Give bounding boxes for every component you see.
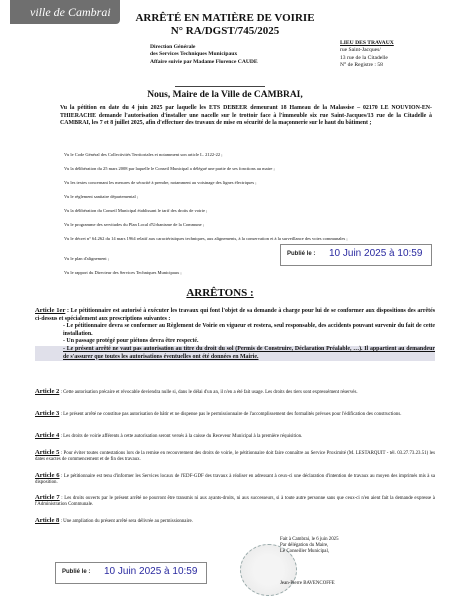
- publication-stamp: [280, 244, 432, 266]
- article-2: [35, 389, 435, 396]
- stamp-label: Publié le :: [287, 251, 316, 257]
- issuing-direction: Direction Générale: [150, 44, 196, 50]
- article-8: [35, 518, 435, 525]
- works-location-heading: LIEU DES TRAVAUX: [340, 40, 394, 46]
- city-logo: ville de Cambrai: [10, 0, 120, 24]
- petition-paragraph: Vu la pétition en date du 4 juin 2025 par laquelle les ETS DEBEER demeurant 18 Hameau de la Malassise – 02170 LE NOUVION-EN-THIERACHE demande l'autorisation d'installer une nacelle sur le trottoir face à l'immeuble six rue Saint-Jacques/13 rue de la Citadelle à CAMBRAI, les 7 et 8 juillet 2025, afin d'effectuer des travaux de mise en sécurité de la maçonnerie sur le haut du bâtiment ;: [60, 105, 432, 127]
- document-title: ARRÊTÉ EN MATIÈRE DE VOIRIE: [135, 12, 315, 24]
- signature-delegation: Par délégation du Maire,: [280, 543, 329, 549]
- issuing-department: des Services Techniques Municipaux: [150, 51, 238, 58]
- arretons-heading: ARRÊTONS :: [186, 287, 254, 299]
- article-4: [35, 433, 435, 440]
- works-location: [340, 40, 445, 70]
- article-label: Article 8: [35, 517, 60, 524]
- signature-role: Le Conseiller Municipal,: [280, 549, 330, 555]
- vu-item: Vu le décret n° 64.262 du 14 mars 1964 relatif aux caractéristiques techniques, aux alignements, à la conservation et à la surveillance des voies communales ;: [64, 236, 348, 241]
- article-text: : Le présent arrêté ne constitue pas autorisation de bâtir et ne dispense pas le permissionnaire de l'accomplissement des formalités prévues pour l'édification des constructions.: [59, 412, 402, 417]
- works-street: rue Saint-Jacques/: [340, 47, 381, 54]
- article-label: Article 7: [35, 494, 60, 501]
- document-number: N° RA/DGST/745/2025: [170, 25, 280, 37]
- stamp-date: 10 Juin 2025 à 10:59: [329, 248, 423, 259]
- signature-place-date: Fait à Cambrai, le 6 juin 2025: [280, 537, 339, 542]
- article-label: Article 3: [35, 410, 60, 417]
- vu-item: Vu le programme des servitudes du Plan Local d'Urbanisme de la Commune ;: [64, 222, 205, 227]
- header-divider: [175, 86, 265, 87]
- article-text: : Le pétitionnaire est autorisé à exécuter les travaux qui font l'objet de sa demande à charge pour lui de se conformer aux dispositions des arrêtés ci-dessus et spécialement aux prescriptions suivantes :: [35, 308, 435, 322]
- article-1: [35, 307, 435, 361]
- article-label: Article 5: [35, 449, 60, 456]
- article-6: [35, 473, 435, 486]
- signatory-name: Jean-Pierre BAVENCOFFE: [280, 581, 335, 587]
- article-text: : Les droits de voirie afférents à cette autorisation seront versés à la caisse du Receveur Municipal à la première réquisition.: [59, 434, 303, 439]
- article-text: : Cette autorisation précaire et révocable deviendra nulle si, dans le délai d'un an, il n'en a été fait usage. Les droits des tiers sont expressément réservés.: [59, 390, 358, 395]
- article-1-bullet: - Un passage protégé pour piétons devra être respecté.: [63, 338, 199, 345]
- vu-item: Vu le règlement sanitaire départemental ;: [64, 194, 139, 199]
- vu-item: Vu le Code Général des Collectivités Territoriales et notamment son article L. 2122-22 ;: [64, 152, 223, 157]
- article-text: : Une ampliation du présent arrêté sera délivrée au permissionnaire.: [59, 519, 193, 524]
- article-7: [35, 495, 435, 508]
- stamp-date: 10 Juin 2025 à 10:59: [104, 566, 198, 577]
- article-label: Article 4: [35, 432, 60, 439]
- vu-item: Vu le plan d'alignement ;: [64, 256, 110, 261]
- case-handler: Affaire suivie par Madame Florence CAUDE: [150, 58, 258, 65]
- mayor-heading: Nous, Maire de la Ville de CAMBRAI,: [147, 90, 303, 100]
- article-3: [35, 411, 435, 418]
- works-address: 13 rue de la Citadelle: [340, 54, 388, 61]
- stamp-label: Publié le :: [62, 569, 91, 575]
- issuing-service: [150, 44, 310, 66]
- article-text: : Les droits ouverts par le présent arrêté ne pourront être transmis ni aux ayants-droits, ni aux successeurs, si à toute autre personne sans que ceux-ci n'en aient fait la demande expresse à l'Administration Communale.: [35, 496, 435, 508]
- signature-block: [280, 537, 430, 587]
- register-number: N° de Registre : 58: [340, 62, 383, 69]
- publication-stamp: [55, 562, 207, 584]
- article-1-bullet: - Le pétitionnaire devra se conformer au Règlement de Voirie en vigueur et restera, seul responsable, des accidents pouvant survenir du fait de cette installation.: [63, 323, 435, 337]
- article-1-bullet: - Le présent arrêté ne vaut pas autorisation au titre du droit du sol (Permis de Construire, Déclaration Préalable, …). Il appartient au demandeur de s'assurer que toutes les autorisations éventuelles ont été données en Mairie.: [35, 346, 435, 361]
- article-text: : Le pétitionnaire est tenu d'informer les Services locaux de l'EDF-GDF des travaux à réaliser en adressant à ceux-ci une déclaration d'intention de travaux au moyen des imprimés mis à sa disposition.: [35, 474, 435, 486]
- article-5: [35, 450, 435, 463]
- vu-item: Vu le rapport du Directeur des Services Techniques Municipaux ;: [64, 270, 182, 275]
- article-label: Article 6: [35, 472, 60, 479]
- vu-item: Vu la délibération du 25 mars 2008 par laquelle le Conseil Municipal a délégué une partie de ses fonctions au maire ;: [64, 166, 275, 171]
- vu-item: Vu les textes concernant les mesures de sécurité à prendre, notamment au voisinage des lignes électriques ;: [64, 180, 257, 185]
- article-label: Article 1er: [35, 307, 66, 314]
- vu-item: Vu la délibération du Conseil Municipal établissant le tarif des droits de voirie ;: [64, 208, 208, 213]
- article-text: : Pour éviter toutes contestations lors de la remise en recouvrement des droits de voirie, le pétitionnaire doit faire connaître au Service Proximité (M. LESTARQUIT - tél. 03.27.73.23.51) les dates exactes de commencement et de fin des travaux.: [35, 451, 435, 463]
- article-label: Article 2: [35, 388, 60, 395]
